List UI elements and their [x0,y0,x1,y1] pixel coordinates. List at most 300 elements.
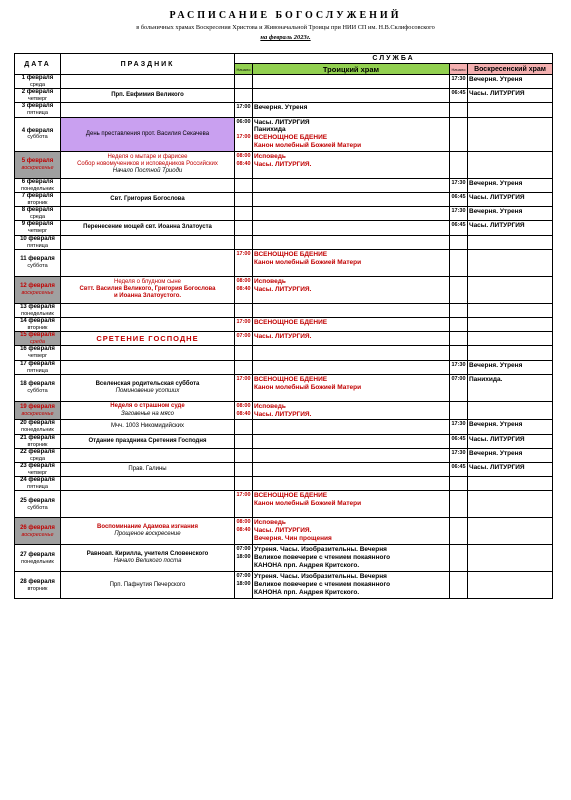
holiday-text: Вселенская родительская суббота [95,380,200,387]
schedule-row [15,545,553,572]
tr-time-cell [235,434,253,448]
date-label: 11 февраля [20,256,55,263]
vr-time-cell [450,518,468,545]
tr-time [235,259,252,267]
vr-time-cell [450,221,468,235]
tr-service-cell [253,463,450,477]
tr-service-cell [253,75,450,89]
schedule-row [15,572,553,599]
schedule-row [15,303,553,317]
weekday-label: четверг [27,353,48,360]
date-cell [15,89,61,103]
vr-time: 17:30 [451,361,466,368]
vr-time-cell [450,491,468,518]
vr-time-cell [450,448,468,462]
tr-service-cell [253,420,450,434]
vr-service-cell [468,420,553,434]
service-column-header: СЛУЖБА [235,54,553,64]
date-label: 21 февраля [20,434,55,441]
schedule-row [15,434,553,448]
holiday-text: Воспоминание Адамова изгнания [97,524,198,531]
vr-service-cell [468,221,553,235]
date-label: 16 февраля [20,346,55,353]
vr-service-cell [468,318,553,332]
tr-time-cell [235,346,253,360]
tr-service-name: Исповедь [254,402,286,410]
weekday-label: вторник [27,199,48,206]
tr-service-name: Исповедь [254,519,286,527]
date-cell [15,401,61,420]
weekday-label: понедельник [21,310,54,317]
holiday-cell [61,303,235,317]
tr-time-cell [235,249,253,276]
date-cell [15,360,61,374]
tr-service-cell [253,374,450,401]
weekday-label: среда [29,214,45,221]
holiday-cell [61,518,235,545]
date-cell [15,249,61,276]
weekday-label: воскресенье [21,410,54,417]
schedule-row [15,374,553,401]
vr-time: 17:30 [451,76,466,82]
date-cell [15,491,61,518]
date-cell [15,463,61,477]
date-cell [15,303,61,317]
weekday-label: четверг [27,228,48,235]
date-label: 27 февраля [20,551,55,558]
weekday-label: понедельник [21,185,54,192]
holiday-text: Поминовение усопших [115,387,180,394]
date-label: 5 февраля [21,158,54,165]
vr-service-cell [468,332,553,346]
vr-service-cell [468,545,553,572]
vr-time-cell [450,401,468,420]
tr-time-cell [235,360,253,374]
schedule-row [15,249,553,276]
holiday-cell [61,249,235,276]
date-label: 10 февраля [20,235,55,242]
schedule-row [15,518,553,545]
holiday-cell [61,332,235,346]
weekday-label: четверг [27,96,48,103]
tr-time [235,142,252,150]
tr-service-name: ВСЕНОЩНОЕ БДЕНИЕ [254,134,328,142]
tr-service-cell [253,518,450,545]
schedule-row [15,103,553,117]
tr-time-cell [235,491,253,518]
vr-time-cell [450,463,468,477]
date-label: 28 февраля [20,578,55,585]
schedule-row [15,401,553,420]
vr-service-cell [468,401,553,420]
weekday-label: понедельник [21,427,54,434]
tr-service-cell [253,103,450,117]
date-label: 2 февраля [21,89,54,96]
holiday-cell [61,221,235,235]
tr-time: 06:00 [236,118,251,125]
holiday-text: День преставления прот. Василия Секачева [85,130,210,137]
schedule-row [15,318,553,332]
vr-time-cell [450,193,468,207]
weekday-label: суббота [27,504,48,511]
schedule-row [15,346,553,360]
vr-time-cell [450,318,468,332]
tr-time-cell [235,75,253,89]
date-cell [15,318,61,332]
tr-time-cell [235,178,253,192]
holiday-cell [61,401,235,420]
tr-time: 17:00 [236,134,251,141]
date-cell [15,420,61,434]
schedule-row [15,491,553,518]
holiday-cell [61,117,235,151]
vr-time-cell [450,103,468,117]
holiday-column-header: ПРАЗДНИК [61,54,235,75]
tr-service-cell [253,89,450,103]
holiday-cell [61,207,235,221]
vr-time-cell [450,235,468,249]
date-cell [15,518,61,545]
tr-service-cell [253,448,450,462]
vr-time: 06:45 [451,222,466,229]
holiday-text: Прп. Пафнутия Печерского [109,581,186,588]
date-label: 4 февраля [21,127,54,134]
holiday-text: Заговенье на мясо [120,410,174,417]
holiday-text: Равноап. Кирилла, учителя Словенского [86,551,209,558]
resurrection-start-label: Начало [450,64,468,75]
tr-time-cell [235,374,253,401]
tr-time: 18:00 [236,581,251,588]
tr-service-cell [253,346,450,360]
tr-time-cell [235,235,253,249]
date-label: 23 февраля [20,463,55,470]
tr-time-cell [235,103,253,117]
vr-service-name: Вечерня. Утреня [469,179,523,187]
schedule-row [15,117,553,151]
date-label: 9 февраля [21,221,54,228]
tr-time: 07:00 [236,333,251,340]
schedule-row [15,193,553,207]
tr-time-cell [235,518,253,545]
tr-service-cell [253,477,450,491]
vr-service-cell [468,178,553,192]
holiday-text: Прощеное воскресение [114,531,181,538]
tr-time-cell [235,420,253,434]
date-label: 14 февраля [20,318,55,325]
vr-service-cell [468,491,553,518]
vr-time-cell [450,151,468,178]
holiday-text: Свтт. Василия Великого, Григория Богослова [79,286,216,293]
date-cell [15,207,61,221]
tr-service-name: Великое повечерие с чтением покаянного [254,581,391,589]
tr-time-cell [235,193,253,207]
holiday-text: Отдание праздника Сретения Господня [88,437,207,444]
holiday-cell [61,477,235,491]
date-label: 15 февраля [20,332,55,339]
tr-service-name: Часы. ЛИТУРГИЯ. [254,285,312,293]
date-cell [15,572,61,599]
resurrection-temple-header: Воскресенский храм [468,64,553,75]
holiday-text: Неделя о блудном сыне [114,279,181,286]
tr-time: 08:00 [236,152,251,159]
tr-time-cell [235,151,253,178]
vr-time: 06:45 [451,194,466,200]
tr-time: 08:40 [236,160,251,167]
weekday-label: понедельник [21,558,54,565]
tr-service-cell [253,434,450,448]
tr-service-name: Часы. ЛИТУРГИЯ [254,118,310,126]
tr-service-name: ВСЕНОЩНОЕ БДЕНИЕ [254,375,328,383]
tr-time-cell [235,401,253,420]
tr-time [235,535,252,543]
date-cell [15,448,61,462]
holiday-cell [61,491,235,518]
tr-service-cell [253,151,450,178]
tr-time-cell [235,276,253,303]
holiday-cell [61,346,235,360]
schedule-month: на февраль 2023г. [260,34,311,41]
vr-time-cell [450,303,468,317]
date-label: 8 февраля [21,207,54,214]
date-cell [15,545,61,572]
tr-service-name: Утреня. Часы. Изобразительны. Вечерня [254,573,387,581]
vr-time-cell [450,420,468,434]
tr-time: 07:00 [236,546,251,553]
tr-service-cell [253,221,450,235]
date-cell [15,276,61,303]
weekday-label: вторник [27,441,48,448]
date-label: 22 февраля [20,448,55,455]
date-column-header: ДАТА [15,54,61,75]
tr-time-cell [235,117,253,151]
holiday-cell [61,235,235,249]
date-cell [15,178,61,192]
schedule-table [14,53,553,599]
weekday-label: суббота [27,134,48,141]
date-cell [15,477,61,491]
holiday-cell [61,374,235,401]
tr-service-name: ВСЕНОЩНОЕ БДЕНИЕ [254,250,328,258]
date-cell [15,235,61,249]
vr-time-cell [450,346,468,360]
tr-time-cell [235,572,253,599]
date-label: 7 февраля [21,193,54,199]
weekday-label: воскресенье [21,290,54,297]
tr-time: 08:00 [236,277,251,284]
vr-service-name: Часы. ЛИТУРГИЯ [469,435,525,443]
vr-time-cell [450,276,468,303]
weekday-label: пятница [27,110,48,117]
tr-time [235,589,252,597]
tr-time: 08:40 [236,527,251,534]
tr-service-cell [253,193,450,207]
date-cell [15,332,61,346]
vr-service-cell [468,117,553,151]
holiday-cell [61,318,235,332]
tr-service-name: Вечерня. Утреня [254,104,308,112]
vr-service-name: Вечерня. Утреня [469,208,523,216]
holiday-text: Свт. Григория Богослова [110,196,185,202]
tr-time: 08:40 [236,285,251,292]
schedule-row [15,477,553,491]
vr-service-name: Вечерня. Утреня [469,421,523,429]
tr-time-cell [235,477,253,491]
vr-time-cell [450,117,468,151]
schedule-row [15,235,553,249]
schedule-row [15,89,553,103]
vr-service-cell [468,572,553,599]
weekday-label: среда [29,81,45,88]
date-label: 18 февраля [20,381,55,388]
holiday-cell [61,89,235,103]
trinity-temple-header: Троицкий храм [253,64,450,75]
tr-service-name: Канон молебный Божией Матери [254,258,362,266]
tr-time-cell [235,545,253,572]
vr-service-cell [468,477,553,491]
date-cell [15,117,61,151]
holiday-cell [61,193,235,207]
vr-time-cell [450,477,468,491]
vr-service-name: Часы. ЛИТУРГИЯ [469,464,525,472]
tr-service-name: Часы. ЛИТУРГИЯ. [254,410,312,418]
weekday-label: пятница [27,484,48,491]
vr-time: 07:00 [451,375,466,382]
tr-service-name: Канон молебный Божией Матери [254,383,362,391]
schedule-row [15,178,553,192]
holiday-text: Неделя о мытаре и фарисее [107,154,188,161]
holiday-cell [61,463,235,477]
tr-time: 07:00 [236,573,251,580]
tr-time [235,126,252,134]
holiday-cell [61,572,235,599]
tr-service-cell [253,332,450,346]
holiday-cell [61,103,235,117]
weekday-label: четверг [27,469,48,476]
holiday-text: СРЕТЕНИЕ ГОСПОДНЕ [96,334,199,344]
vr-service-cell [468,463,553,477]
vr-service-cell [468,75,553,89]
holiday-text: Начало Постной Триоди [112,168,183,175]
schedule-row [15,463,553,477]
vr-time-cell [450,360,468,374]
tr-time-cell [235,463,253,477]
tr-time: 08:40 [236,410,251,417]
tr-time-cell [235,303,253,317]
vr-service-cell [468,249,553,276]
tr-service-cell [253,178,450,192]
schedule-row [15,221,553,235]
tr-service-cell [253,545,450,572]
tr-time: 17:00 [236,375,251,382]
tr-service-cell [253,572,450,599]
date-cell [15,75,61,89]
vr-service-cell [468,346,553,360]
schedule-row [15,360,553,374]
schedule-row [15,276,553,303]
holiday-text: и Иоанна Златоустого. [113,293,182,300]
holiday-text: Прп. Евфимия Великого [111,92,184,99]
vr-service-name: Панихида. [469,375,503,383]
tr-service-name: Вечерня. Чин прощения [254,535,332,543]
tr-time: 17:00 [236,319,251,326]
vr-time-cell [450,89,468,103]
holiday-cell [61,178,235,192]
holiday-text: Прав. Галины [128,466,167,473]
date-label: 6 февраля [21,178,54,185]
tr-service-name: Исповедь [254,152,286,160]
tr-service-name: ВСЕНОЩНОЕ БДЕНИЕ [254,492,328,500]
tr-time: 17:00 [236,492,251,499]
holiday-cell [61,434,235,448]
tr-service-name: Часы. ЛИТУРГИЯ. [254,160,312,168]
schedule-row [15,420,553,434]
tr-time-cell [235,221,253,235]
tr-service-cell [253,318,450,332]
tr-time [235,384,252,392]
vr-service-cell [468,276,553,303]
weekday-label: пятница [27,242,48,249]
vr-service-cell [468,193,553,207]
vr-service-cell [468,207,553,221]
vr-time-cell [450,374,468,401]
vr-service-name: Вечерня. Утреня [469,76,523,83]
holiday-cell [61,448,235,462]
tr-service-cell [253,249,450,276]
tr-service-name: КАНОНА прп. Андрея Критского. [254,589,360,597]
vr-service-cell [468,518,553,545]
vr-service-cell [468,303,553,317]
tr-service-name: Утреня. Часы. Изобразительны. Вечерня [254,546,387,554]
schedule-row [15,332,553,346]
tr-service-name: Часы. ЛИТУРГИЯ. [254,527,312,535]
vr-time-cell [450,545,468,572]
tr-service-name: Великое повечерие с чтением покаянного [254,554,391,562]
weekday-label: среда [30,339,45,346]
weekday-label: воскресенье [21,531,54,538]
schedule-row [15,448,553,462]
vr-service-cell [468,235,553,249]
weekday-label: пятница [27,367,48,374]
date-cell [15,103,61,117]
vr-service-cell [468,448,553,462]
tr-time-cell [235,318,253,332]
vr-service-cell [468,434,553,448]
holiday-text: Собор новомучеников и исповедников Российских [77,161,218,168]
vr-service-cell [468,89,553,103]
schedule-row [15,151,553,178]
tr-service-name: Исповедь [254,277,286,285]
page-title: РАСПИСАНИЕ БОГОСЛУЖЕНИЙ [169,10,402,21]
holiday-text: Неделя о страшном суде [110,403,185,410]
weekday-label: среда [29,455,45,462]
tr-time-cell [235,207,253,221]
tr-service-name: Канон молебный Божией Матери [254,142,362,149]
tr-service-cell [253,276,450,303]
weekday-label: вторник [27,324,48,331]
holiday-text: Начало Великого поста [113,558,182,565]
vr-time-cell [450,75,468,89]
weekday-label: суббота [27,263,48,270]
tr-service-cell [253,401,450,420]
tr-time-cell [235,89,253,103]
tr-time-cell [235,448,253,462]
schedule-row [15,75,553,89]
vr-service-cell [468,360,553,374]
date-label: 1 февраля [21,75,54,81]
weekday-label: суббота [27,388,48,395]
tr-time: 17:00 [236,250,251,257]
vr-time-cell [450,178,468,192]
